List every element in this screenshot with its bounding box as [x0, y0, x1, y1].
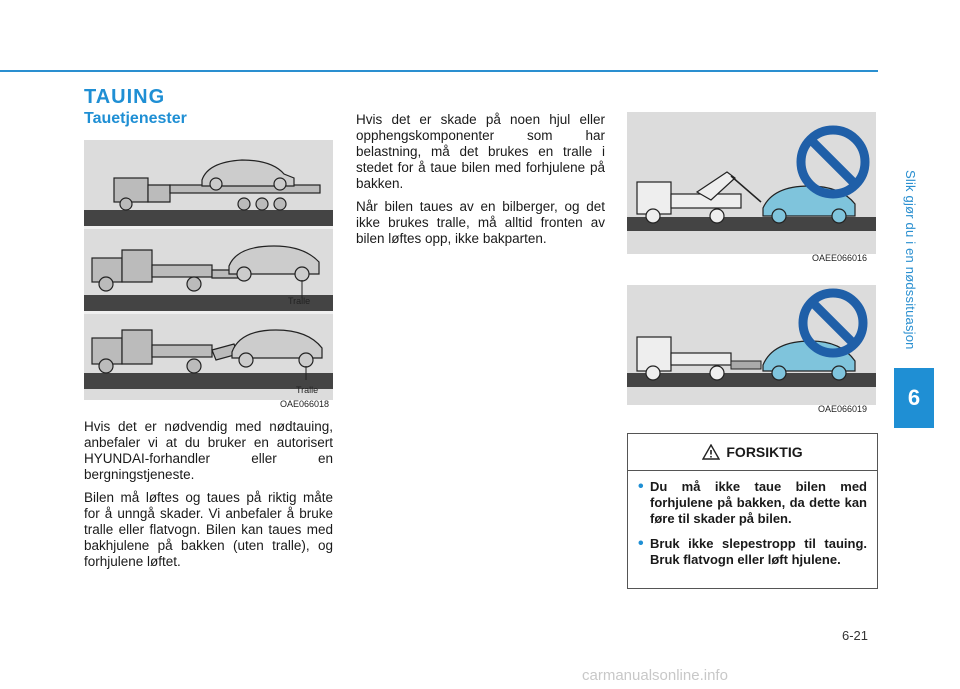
middle-paragraph-2: Når bilen taues av en bilberger, og det ikke brukes tralle, må alltid fronten av bilen løftes opp, ikke bakparten. [356, 199, 605, 246]
towed-car-icon-2 [229, 246, 319, 281]
caution-title: FORSIKTIG [726, 444, 803, 460]
subsection-title: Tauetjenester [84, 110, 187, 127]
tow-truck-icon-3 [92, 330, 238, 373]
left-paragraph-1: Hvis det er nødvendig med nødtauing, anbefaler vi at du bruker en autorisert HYUNDAI-forhandler eller en bergningstjeneste. [84, 419, 333, 482]
prohibited-icon-1 [801, 130, 865, 194]
caution-header [628, 434, 877, 471]
figure-code-right-top: OAEE066016 [812, 253, 868, 263]
top-rule [0, 70, 878, 72]
towing-methods-illustration [84, 140, 333, 400]
prohibited-tow-figure-2 [627, 285, 876, 405]
left-column-text [84, 419, 333, 577]
towed-car-icon-3 [232, 330, 322, 367]
tow-truck-icon-4 [637, 172, 741, 223]
middle-paragraph-1: Hvis det er skade på noen hjul eller opphengskomponenter som har belastning, må det brukes en tralle i stedet for å taue bilen med forhjulene på bakken. [356, 112, 605, 191]
car-on-flatbed-icon [202, 160, 294, 190]
dolly-label-2: Tralle [296, 385, 319, 395]
figure-code-left: OAE066018 [280, 399, 330, 409]
watermark: carmanualsonline.info [582, 667, 728, 684]
left-paragraph-2: Bilen må løftes og taues på riktig måte for å unngå skader. Vi anbefaler å bruke tralle eller flatvogn. Bilen kan taues med bakhjulene på bakken (uten tralle), og forhjulene løftet. [84, 490, 333, 569]
chapter-tab[interactable]: 6 [894, 368, 934, 428]
prohibited-tow-illustration-1 [627, 112, 876, 254]
chapter-side-label: Slik gjør du i en nødssituasjon [903, 170, 918, 350]
dolly-label-1: Tralle [288, 296, 311, 306]
towing-methods-figure [84, 140, 333, 400]
caution-item-2: • Bruk ikke slepestropp til tauing. Bruk flatvogn eller løft hjulene. [640, 536, 867, 568]
prohibited-tow-figure-1 [627, 112, 876, 254]
warning-triangle-icon [702, 444, 720, 460]
caution-box [627, 433, 878, 589]
page-number: 6-21 [842, 628, 869, 643]
wheel-lift-truck-icon [92, 250, 242, 291]
section-title: TAUING [84, 86, 166, 108]
figure-code-right-bottom: OAE066019 [818, 404, 868, 414]
prohibited-tow-illustration-2 [627, 285, 876, 405]
caution-list [640, 479, 867, 568]
middle-column-text [356, 112, 605, 254]
caution-item-1: • Du må ikke taue bilen med forhjulene på bakken, da dette kan føre til skader på bilen. [640, 479, 867, 527]
